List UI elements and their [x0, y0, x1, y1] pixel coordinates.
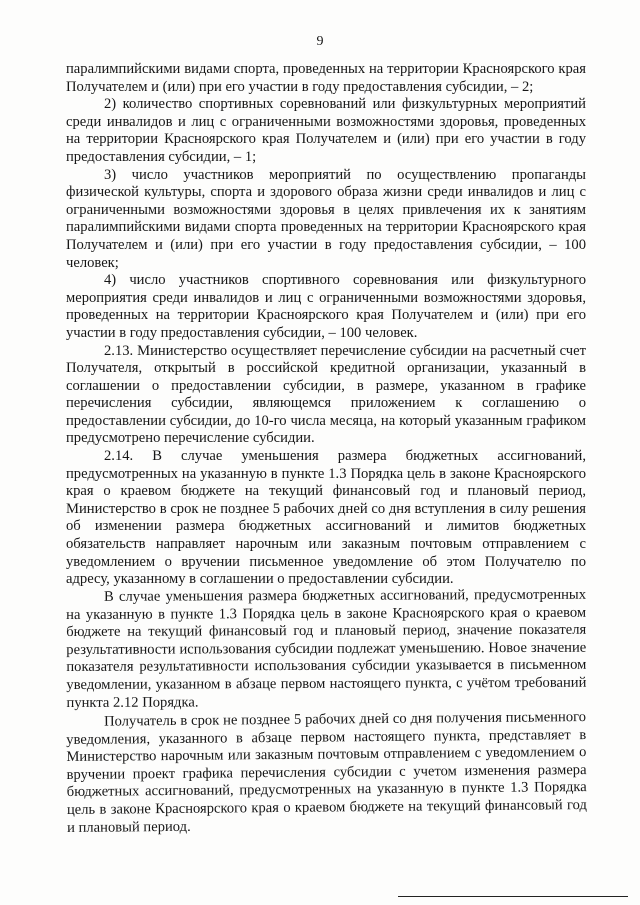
page-number: 9	[316, 34, 324, 49]
document-body	[66, 61, 586, 837]
paragraph-2-14-second: В случае уменьшения размера бюджетных ассигнований, предусмотренных на указанную в пункте 1.3 Порядка цель в законе Красноярского края о краевом бюджете на текущий финансовый год и плановый период, значение показателя результативности использования субсидии подлежат уменьшению. Новое значение показателя результативности использования субсидии указывается в письменном уведомлении, указанном в абзаце первом настоящего пункта, с учётом требований пункта 2.12 Порядка.	[66, 586, 587, 711]
paragraph-continuation: паралимпийскими видами спорта, проведенных на территории Красноярского края Получателем и (или) при его участии в году предоставления субсидии, – 2;	[66, 61, 586, 95]
paragraph-2-13: 2.13. Министерство осуществляет перечисление субсидии на расчетный счет Получателя, открытый в российской кредитной организации, указанный в соглашении о предоставлении субсидии, в размере, указанном в графике перечисления субсидии, являющемся приложением к соглашению о предоставлении субсидии, до 10-го числа месяца, на который указанным графиком предусмотрено перечисление субсидии.	[66, 342, 586, 447]
paragraph-2-14: 2.14. В случае уменьшения размера бюджетных ассигнований, предусмотренных на указанную в пункте 1.3 Порядка цель в законе Красноярского края о краевом бюджете на текущий финансовый год и плановый период, Министерство в срок не позднее 5 рабочих дней со дня вступления в силу решения об изменении размера бюджетных ассигнований и лимитов бюджетных обязательств направляет нарочным или заказным почтовым отправлением с уведомлением о вручении письменное уведомление об этом Получателю по адресу, указанному в соглашении о предоставлении субсидии.	[66, 448, 586, 588]
paragraph-2-14-third: Получатель в срок не позднее 5 рабочих дней со дня получения письменного уведомления, указанного в абзаце первом настоящего пункта, представляет в Министерство нарочным или заказным почтовым отправлением с уведомлением о вручении проект графика перечисления субсидии с учетом изменения размера бюджетных ассигнований, предусмотренных на указанную в пункте 1.3 Порядка цель в законе Красноярского края о краевом бюджете на текущий финансовый год и плановый период.	[66, 708, 587, 836]
bottom-rule-line	[398, 896, 628, 897]
paragraph-item-2: 2) количество спортивных соревнований или физкультурных мероприятий среди инвалидов и лиц с ограниченными возможностями здоровья, проведенных на территории Красноярского края Получателем и (или) при его участии в году предоставления субсидии, – 1;	[66, 96, 586, 165]
paragraph-item-4: 4) число участников спортивного соревнования или физкультурного мероприятия среди инвалидов и лиц с ограниченными возможностями здоровья, проведенных на территории Красноярского края Получателем и (или) при его участии в году предоставления субсидии, – 100 человек.	[66, 272, 586, 341]
paragraph-item-3: 3) число участников мероприятий по осуществлению пропаганды физической культуры, спорта и здорового образа жизни среди инвалидов и лиц с ограниченными возможностями здоровья в целях привлечения их к занятиям паралимпийскими видами спорта проведенных на территории Красноярского края Получателем и (или) при его участии в году предоставления субсидии, – 100 человек;	[66, 166, 586, 271]
